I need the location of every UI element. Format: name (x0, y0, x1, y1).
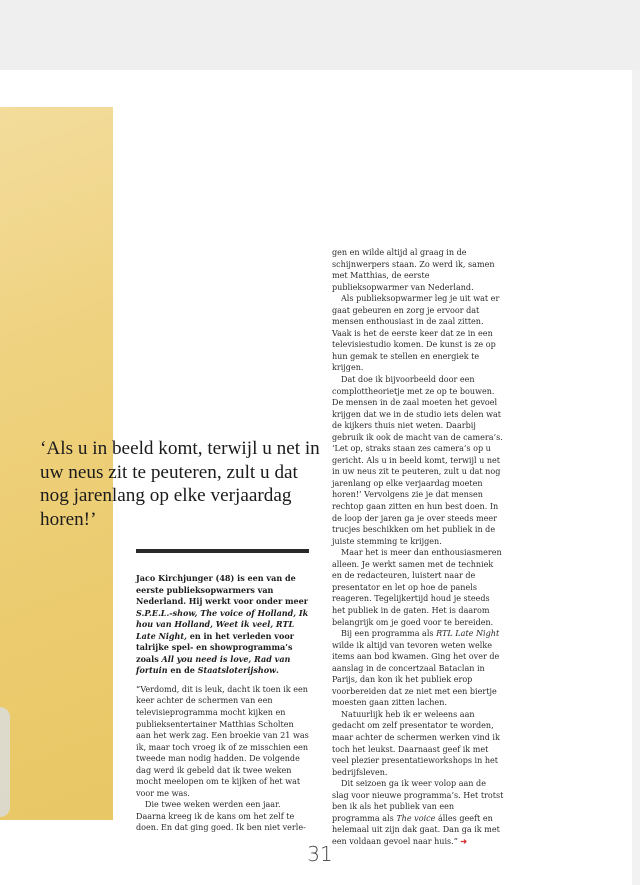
body-paragraph: gen en wilde altijd al graag in de schijnwerpers staan. Zo werd ik, samen met Matthias, de eerste publieksopwarmer van Nederland. (332, 248, 495, 292)
body-paragraph: “Verdomd, dit is leuk, dacht ik toen ik een keer achter de schermen van een televisieprogramma mocht kijken en publieksentertainer Matthias Scholten aan het werk zag. Een broekie van 21 was ik, maar toch vroeg ik of ze misschien een tweede man nodig hadden. De volgende dag werd ik gebeld dat ik twee weken mocht meelopen om te kijken of het wat voor me was. (136, 684, 309, 798)
body-paragraph: Die twee weken werden een jaar. Daarna kreeg ik de kans om het zelf te doen. En dat ging goed. Ik ben niet verle- (136, 800, 306, 833)
intro-paragraph: Jaco Kirchjunger (48) is een van de eerste publieksopwarmers van Nederland. Hij werkt voor onder meer S.P.E.L.-show, The voice of Holland, Ik hou van Holland, Weet ik veel, RTL Late Night, en in het verleden voor talrijke spel- en showprogramma’s zoals All you need is love, Rad van fortuin en de Staatsloterijshow. (136, 573, 309, 676)
left-text-column (136, 573, 311, 834)
body-paragraph: Dat doe ik bijvoorbeeld door een complottheorietje met ze op te bouwen. De mensen in de zaal moeten het gevoel krijgen dat we in de studio iets delen wat de kijkers thuis niet weten. Daarbij gebruik ik ook de macht van de camera’s. ‘Let op, straks staan zes camera’s op u gericht. Als u in beeld komt, terwijl u net in uw neus zit te peuteren, zult u dat nog jarenlang op elke verjaardag moeten horen!’ Vervolgens zie je dat mensen rechtop gaan zitten en hun best doen. In de loop der jaren ga je over steeds meer trucjes beschikken om het publiek in de juiste stemming te krijgen. (332, 375, 503, 546)
right-text-column (332, 247, 504, 847)
photo-detail (0, 707, 10, 817)
end-arrow-icon: ➜ (460, 835, 468, 846)
divider-rule (136, 549, 309, 553)
body-paragraph: Dit seizoen ga ik weer volop aan de slag voor nieuwe programma’s. Het trotst ben ik als het publiek van een programma als The voice álles geeft en helemaal uit zijn dak gaat. Dan ga ik met een voldaan gevoel naar huis.” ➜ (332, 779, 504, 846)
reader-top-bar (0, 0, 640, 70)
pull-quote: ‘Als u in beeld komt, terwijl u net in uw neus zit te peuteren, zult u dat nog jarenlang op elke verjaardag horen!’ (40, 438, 320, 530)
page-number: 31 (307, 842, 333, 866)
body-paragraph: Bij een programma als RTL Late Night wilde ik altijd van tevoren weten welke items aan bod kwamen. Ging het over de aanslag in de concertzaal Bataclan in Parijs, dan kon ik het publiek erop voorbereiden dat ze niet met een biertje moesten gaan zitten lachen. (332, 629, 500, 708)
body-paragraph: Natuurlijk heb ik er weleens aan gedacht om zelf presentator te worden, maar achter de schermen werken vind ik toch het leukst. Daarnaast geef ik met veel plezier presentatieworkshops in het bedrijfsleven. (332, 709, 500, 777)
body-paragraph: Als publieksopwarmer leg je uit wat er gaat gebeuren en zorg je ervoor dat mensen enthousiast in de zaal zitten. Vaak is het de eerste keer dat ze in een televisiestudio komen. De kunst is ze op hun gemak te stellen en energiek te krijgen. (332, 294, 500, 373)
body-paragraph: Maar het is meer dan enthousiasmeren alleen. Je werkt samen met de techniek en de redacteuren, luistert naar de presentator en let op hoe de panels reageren. Tegelijkertijd houd je steeds het publiek in de gaten. Het is daarom belangrijk om je goed voor te bereiden. (332, 548, 502, 627)
page-edge (632, 70, 640, 885)
